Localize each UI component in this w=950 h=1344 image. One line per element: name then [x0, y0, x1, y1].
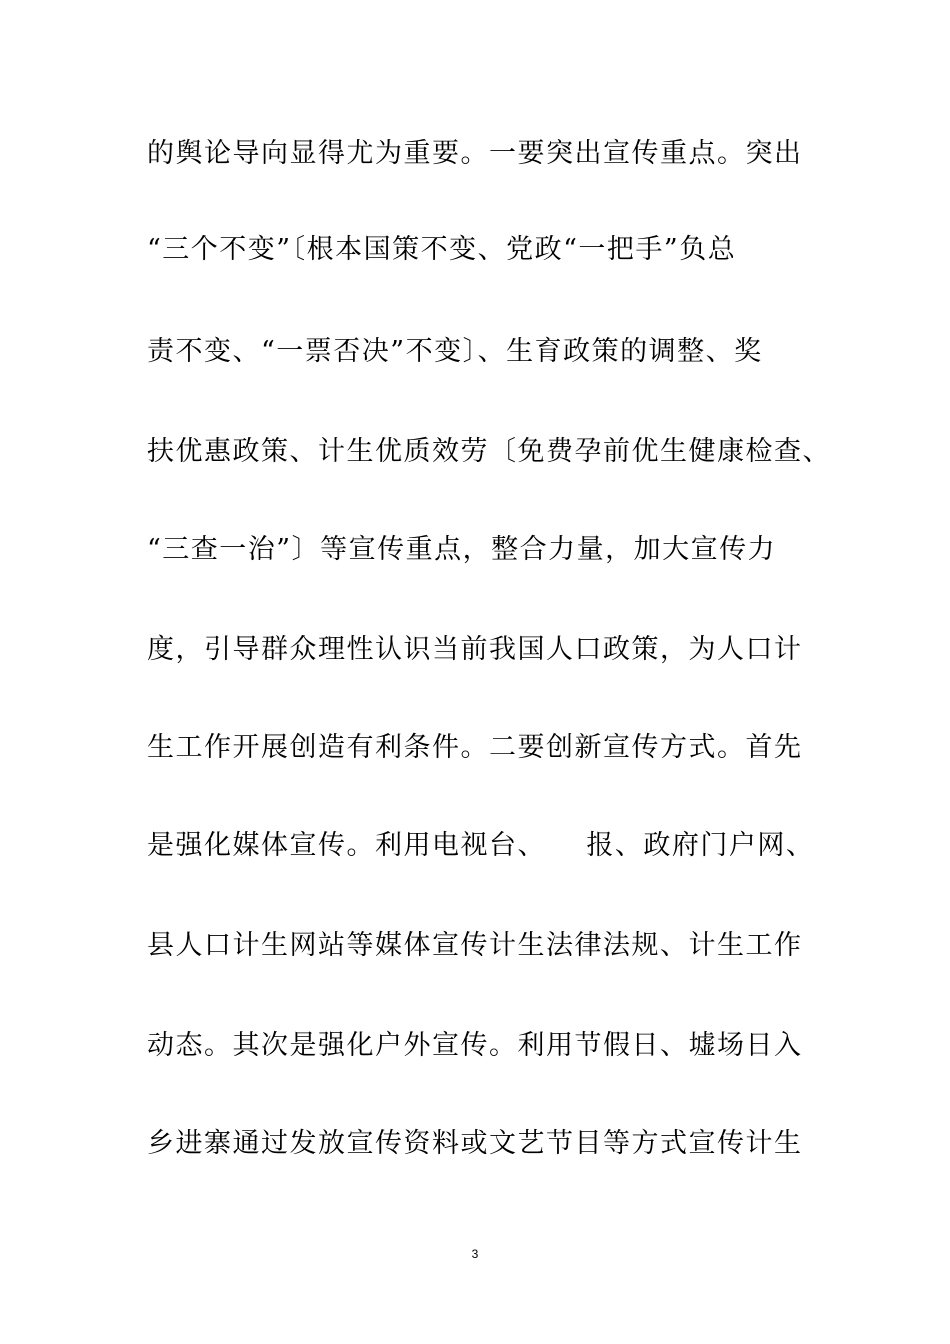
- paragraph-line: 度，引导群众理性认识当前我国人口政策，为人口计: [147, 634, 803, 665]
- paragraph-line: 生工作开展创造有利条件。二要创新宣传方式。首先: [147, 732, 803, 763]
- paragraph-line: 扶优惠政策、计生优质效劳〔免费孕前优生健康检查、: [147, 436, 831, 467]
- paragraph-line: 是强化媒体宣传。利用电视台、 报、政府门户网、: [147, 830, 815, 861]
- paragraph-line: “三查一治”〕等宣传重点，整合力量，加大宣传力: [147, 534, 777, 565]
- paragraph-line: 的舆论导向显得尤为重要。一要突出宣传重点。突出: [147, 138, 803, 169]
- paragraph-line: “三个不变”〔根本国策不变、党政“一把手”负总: [147, 234, 737, 265]
- paragraph-line: 动态。其次是强化户外宣传。利用节假日、墟场日入: [147, 1030, 803, 1061]
- page-number: 3: [471, 1247, 479, 1261]
- paragraph-line: 责不变、“一票否决”不变〕、生育政策的调整、奖: [147, 336, 763, 367]
- paragraph-line: 县人口计生网站等媒体宣传计生法律法规、计生工作: [147, 930, 803, 961]
- paragraph-line: 乡进寨通过发放宣传资料或文艺节目等方式宣传计生: [147, 1128, 803, 1159]
